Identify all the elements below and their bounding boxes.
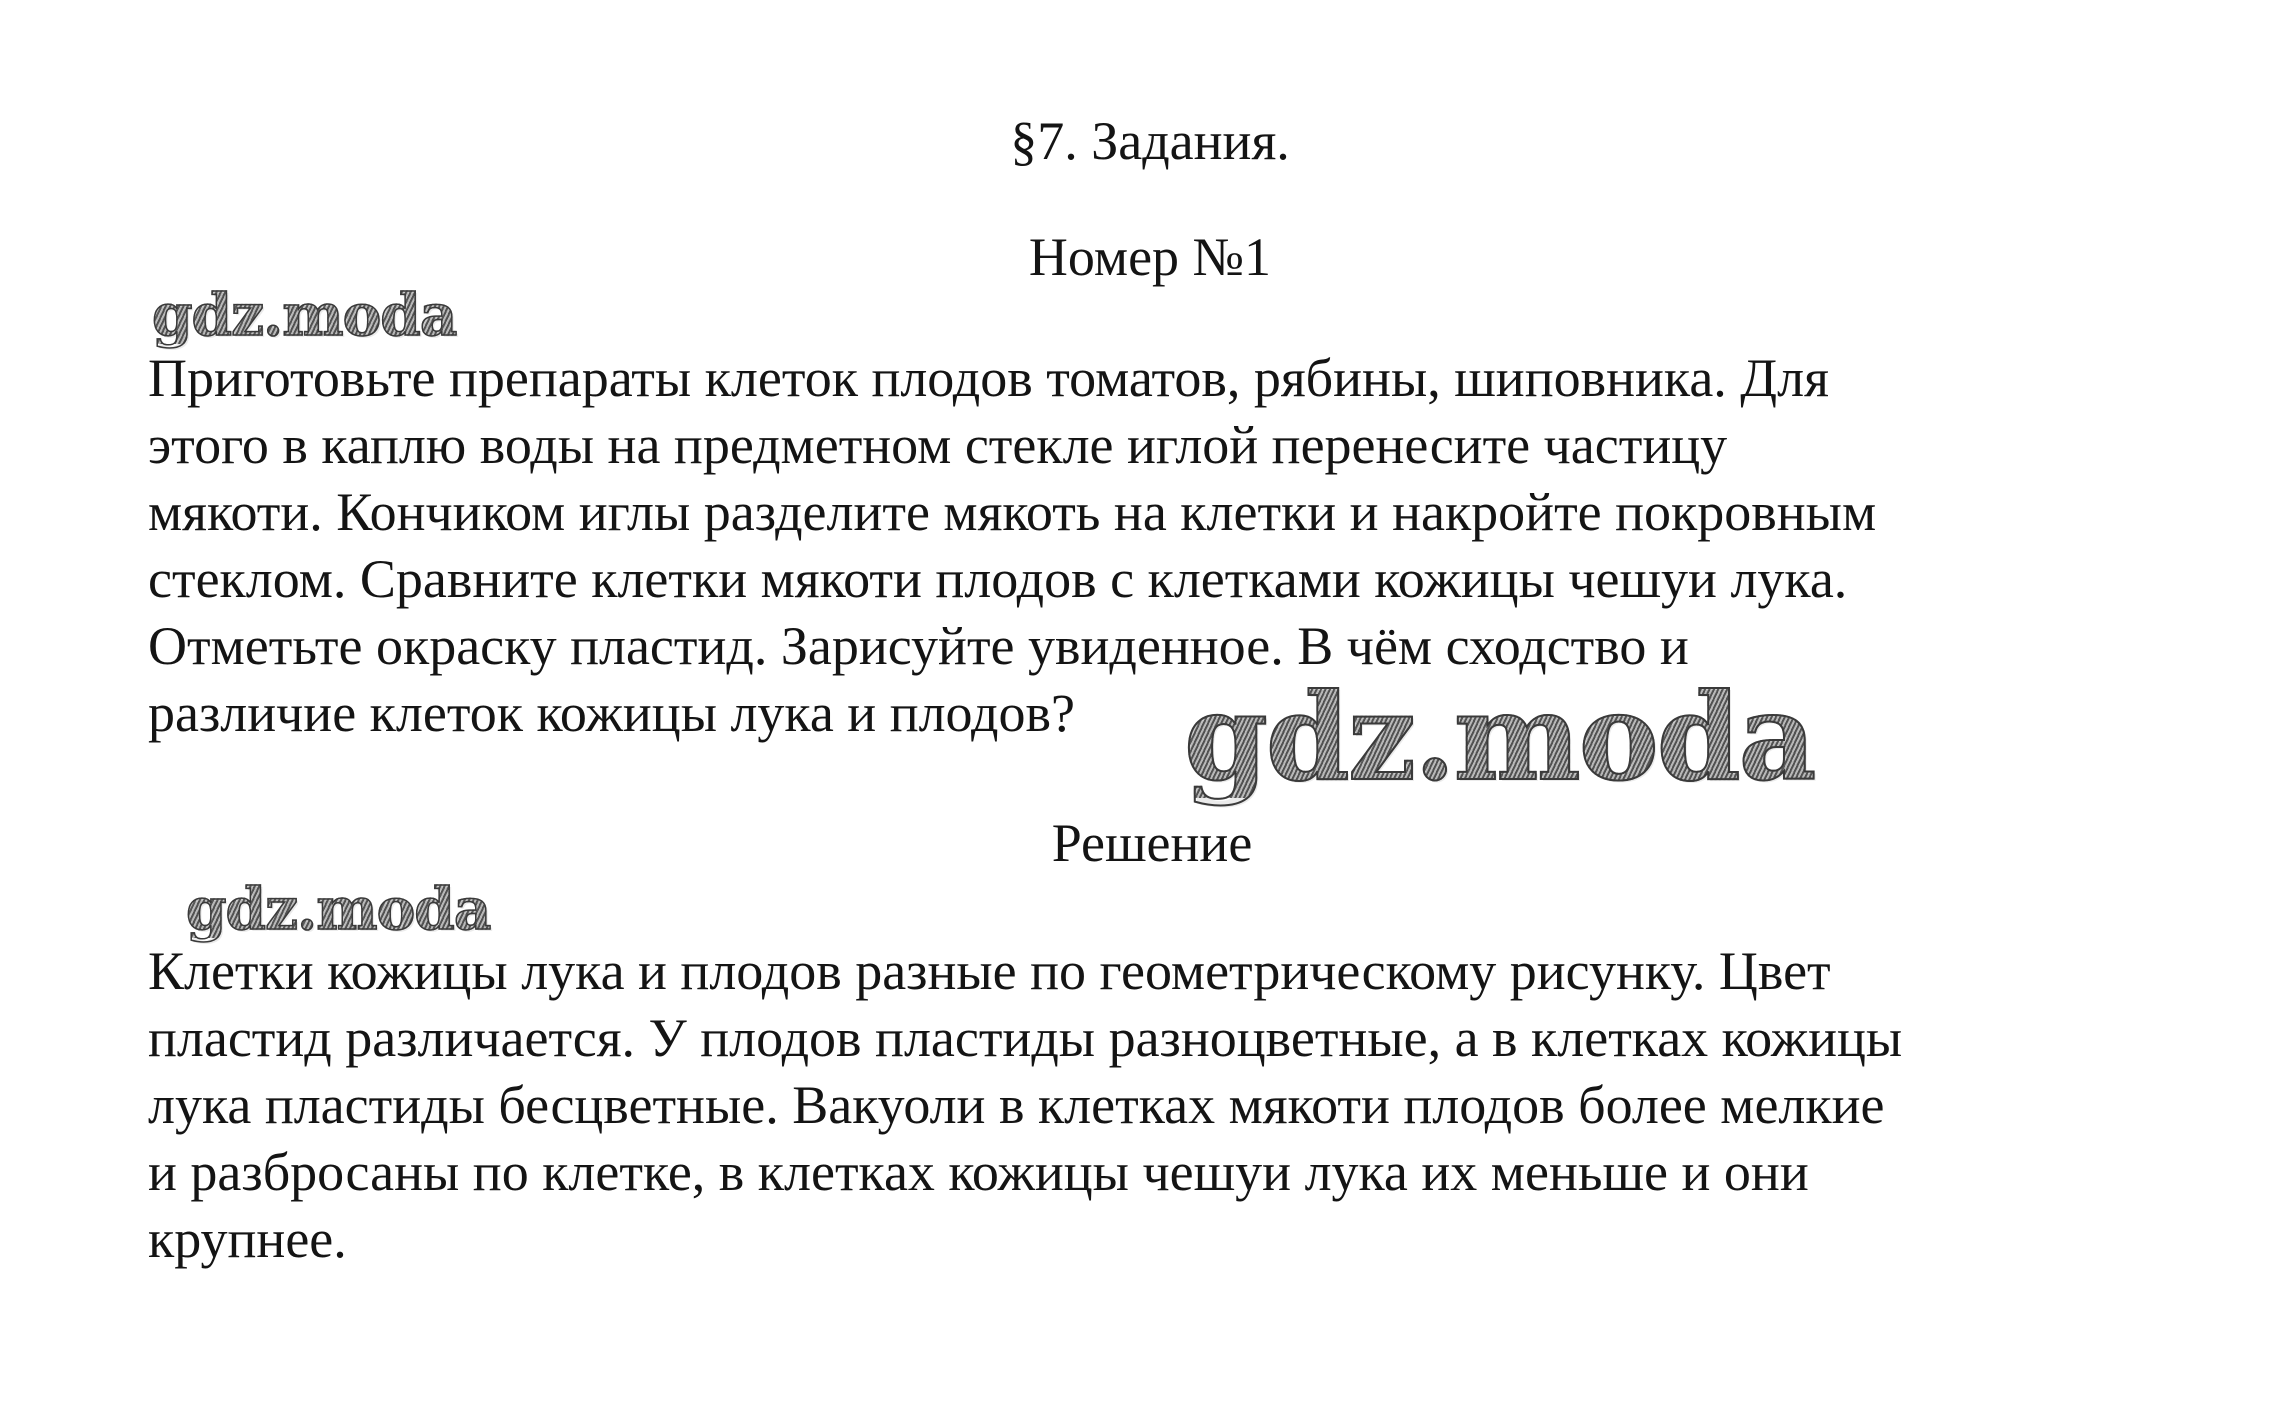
watermark-logo: gdz.moda [186,875,491,943]
problem-number: Номер №1 [1028,227,1272,287]
task-line: мякоти. Кончиком иглы разделите мякоть на клетки и накройте покровным [148,482,1877,542]
solution-line: лука пластиды бесцветные. Вакуоли в клетках мякоти плодов более мелкие [148,1075,1885,1135]
watermark-logo-large: gdz.moda [1184,667,1815,808]
task-line: Отметьте окраску пластид. Зарисуйте увиденное. В чём сходство и [148,616,1689,676]
task-line: различие клеток кожицы лука и плодов? [148,683,1075,743]
solution-line: пластид различается. У плодов пластиды разноцветные, а в клетках кожицы [148,1008,1903,1068]
watermark-logo: gdz.moda [152,281,457,349]
solution-line: крупнее. [148,1209,347,1269]
solution-line: и разбросаны по клетке, в клетках кожицы чешуи лука их меньше и они [148,1142,1809,1202]
section-title: §7. Задания. [1010,111,1290,171]
solution-line: Клетки кожицы лука и плодов разные по геометрическому рисунку. Цвет [148,941,1831,1001]
solution-text [148,938,1902,1273]
task-line: стеклом. Сравните клетки мякоти плодов с клетками кожицы чешуи лука. [148,549,1848,609]
solution-heading: Решение [1051,813,1253,873]
task-line: этого в каплю воды на предметном стекле иглой перенесите частицу [148,415,1728,475]
task-line: Приготовьте препараты клеток плодов томатов, рябины, шиповника. Для [148,348,1829,408]
